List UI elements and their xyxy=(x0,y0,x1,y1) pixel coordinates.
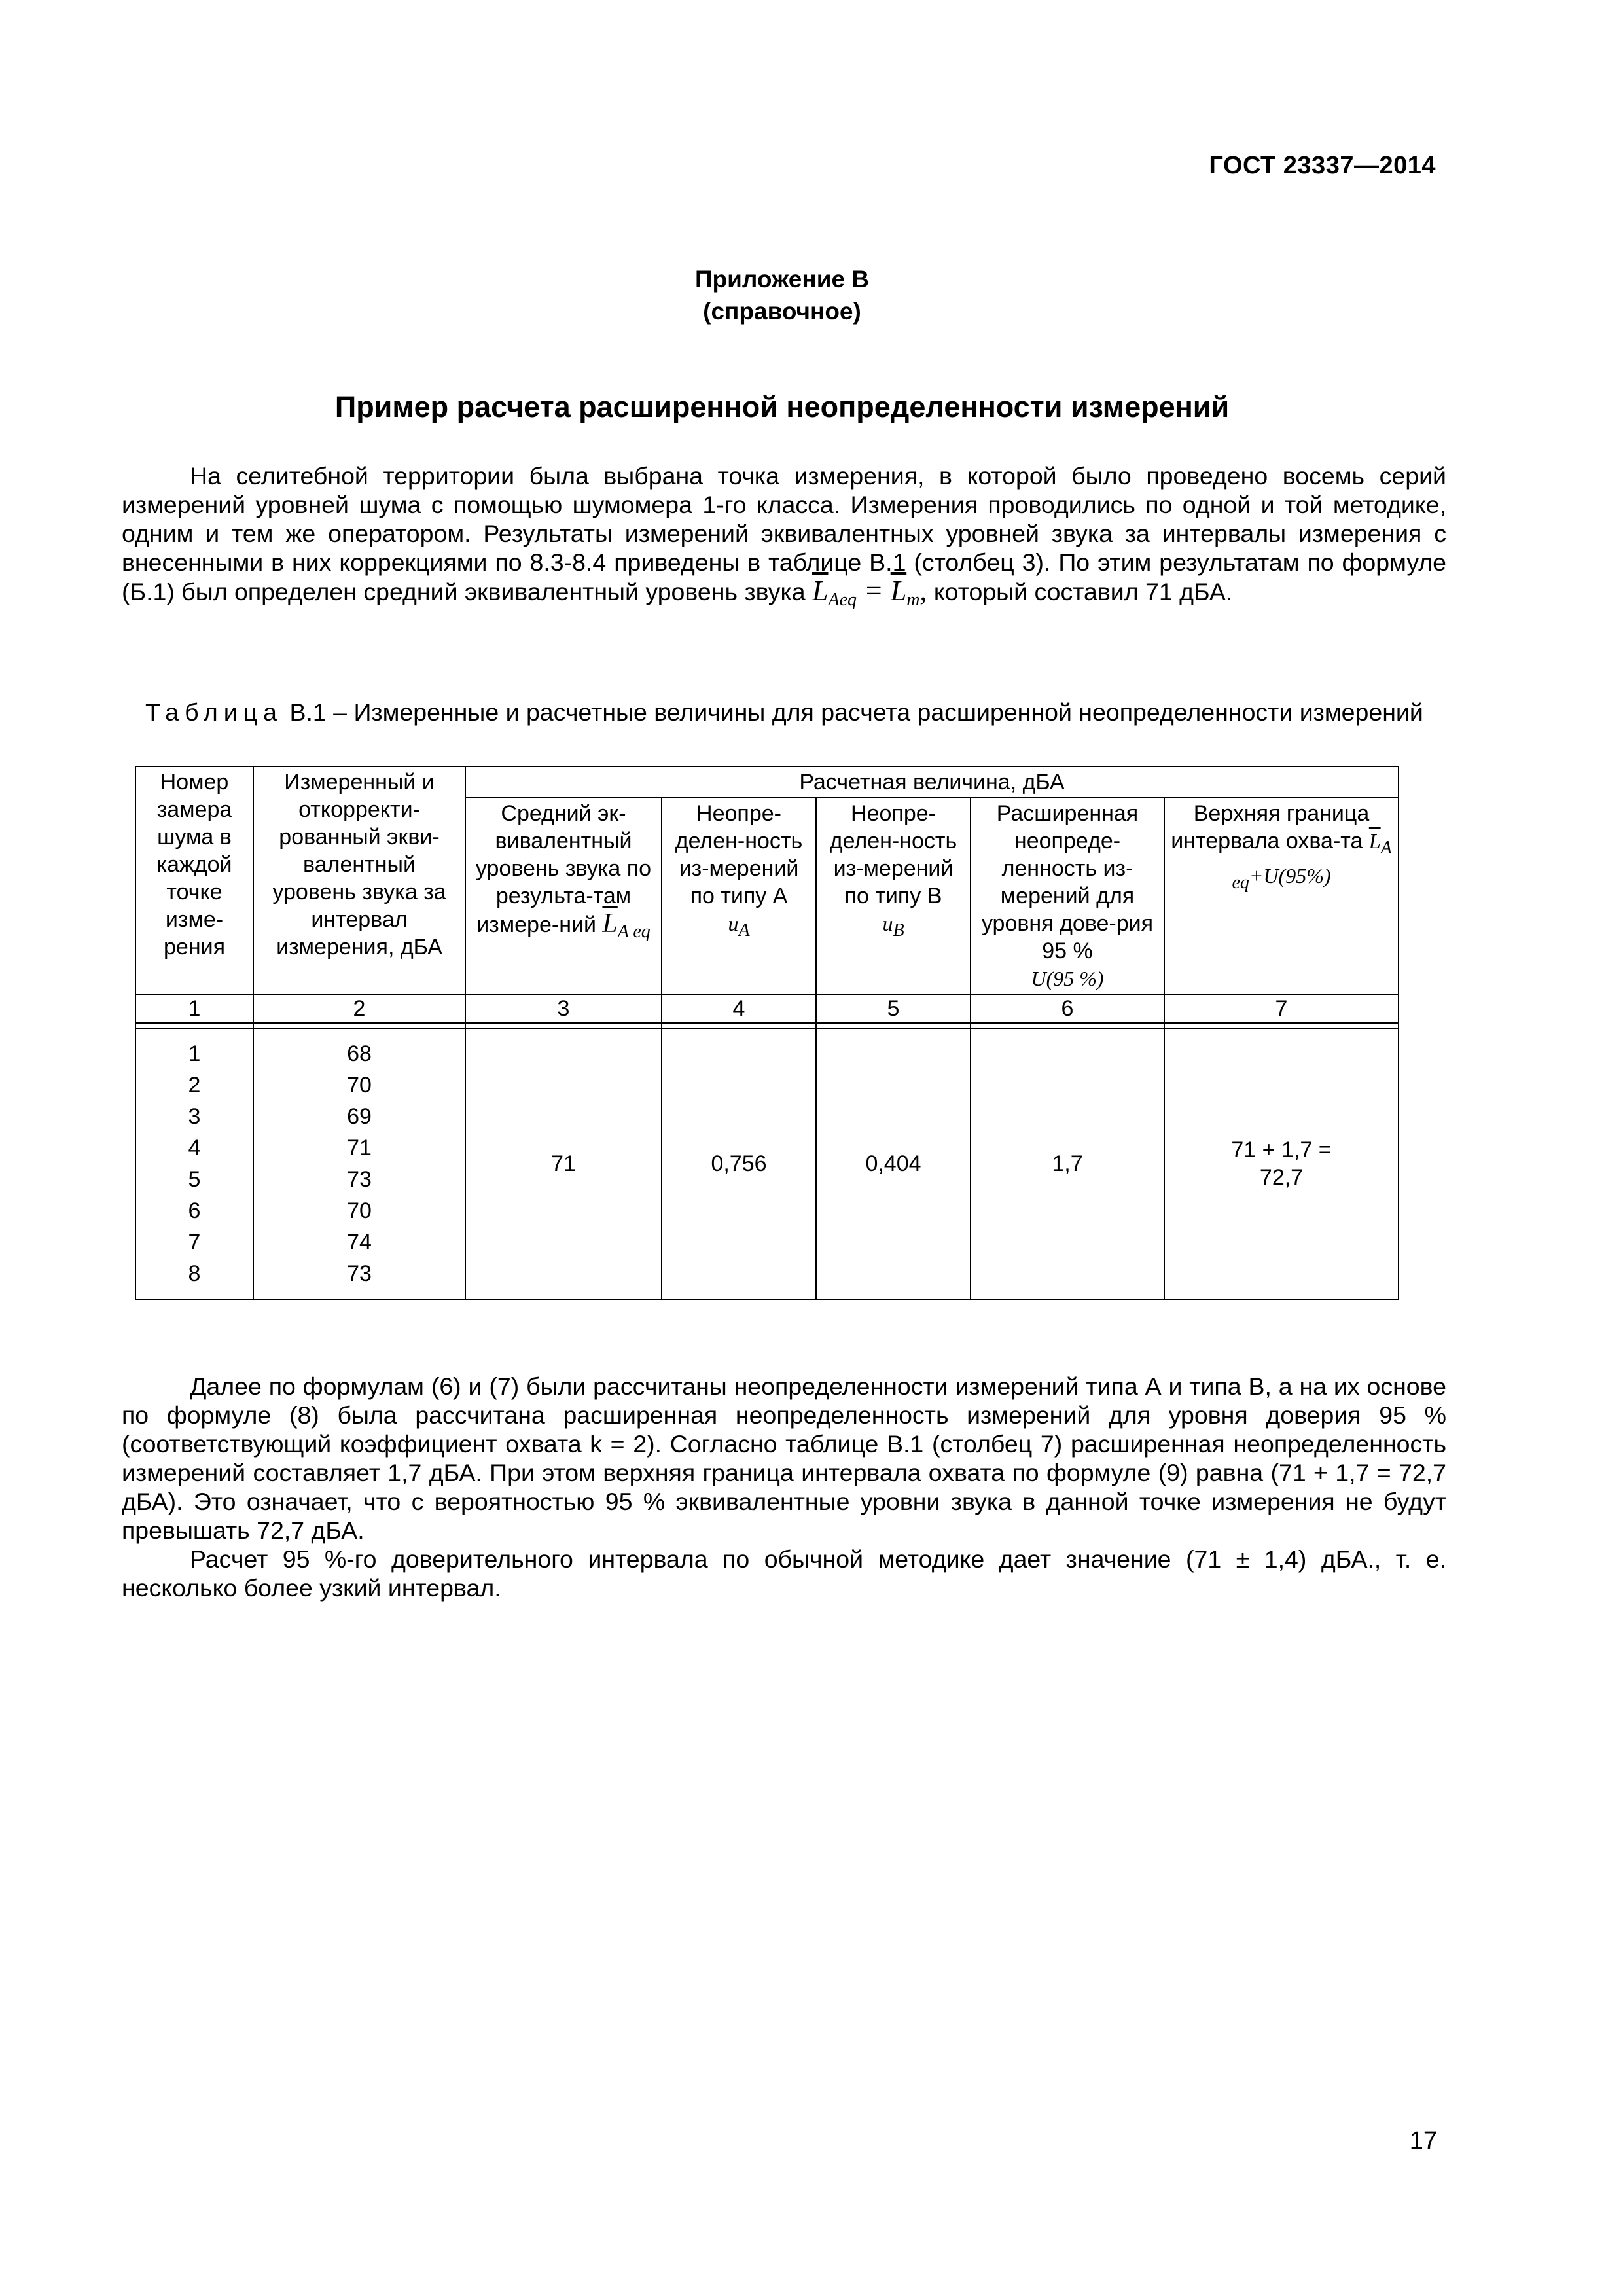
header-mean-level: Средний эк-вивалентный уровень звука по результа-там измере-ний $\overline{L}_{A eq}$ xyxy=(465,798,662,994)
header-measured-level: Измеренный и откорректи-рованный экви-валентный уровень звука за интервал измерения, дБА xyxy=(253,766,465,994)
type-a-symbol: uA xyxy=(728,912,750,941)
table-data-row xyxy=(135,1028,1399,1299)
expanded-symbol: U(95 %) xyxy=(1031,967,1104,990)
table-caption-label: Таблица xyxy=(145,698,283,726)
mean-level-formula: $\overline{L}_{Aeq} = \overline{L}_m$, xyxy=(812,575,927,610)
appendix-heading xyxy=(0,263,1564,327)
measure-number: 2 xyxy=(188,1073,201,1098)
column-number: 5 xyxy=(816,994,971,1023)
type-b-value: 0,404 xyxy=(816,1028,971,1299)
document-code: ГОСТ 23337—2014 xyxy=(1209,152,1436,179)
upper-bound-value: 71 + 1,7 = 72,7 xyxy=(1164,1028,1399,1299)
expanded-uncertainty-value: 1,7 xyxy=(971,1028,1164,1299)
header-type-b: Неопре-делен-ность из-мерений по типу В uB xyxy=(816,798,971,994)
appendix-type: (справочное) xyxy=(703,298,861,325)
measure-number: 7 xyxy=(188,1230,201,1255)
column-number: 3 xyxy=(465,994,662,1023)
intro-text: На селитебной территории была выбрана точка измерения, в которой было проведено восемь серий измерений уровней шума с помощью шумомера 1-го класса. Измерения проводились по одной и той методике, одним и тем же оператором. Результаты измерений эквивалентных уровней звука за интервалы измерения с внесенными в них коррекциями по 8.3-8.4 приведены в таблице В.1 (столбец 3). По этим результатам по формуле (Б.1) был определен средний эквивалентный уровень звука xyxy=(122,462,1446,605)
page-number: 17 xyxy=(1409,2127,1437,2155)
measured-value: 73 xyxy=(347,1167,372,1192)
mean-level-value: 71 xyxy=(465,1028,662,1299)
measured-value: 70 xyxy=(347,1198,372,1223)
column-number: 6 xyxy=(971,994,1164,1023)
measurement-table xyxy=(135,766,1399,1300)
header-calculated-group: Расчетная величина, дБА xyxy=(465,766,1399,798)
intro-tail: который составил 71 дБА. xyxy=(933,578,1233,605)
header-expanded-uncertainty: Расширенная неопреде-ленность из-мерений для уровня дове-рия 95 % U(95 %) xyxy=(971,798,1164,994)
measure-number-list xyxy=(135,1028,253,1299)
column-number-row xyxy=(135,994,1399,1023)
upper-bound-symbol: $\overline{L}A$ eq+U(95%) xyxy=(1232,829,1392,893)
table-header-row-1 xyxy=(135,766,1399,798)
header-type-a: Неопре-делен-ность из-мерений по типу А uA xyxy=(662,798,816,994)
type-a-value: 0,756 xyxy=(662,1028,816,1299)
measure-number: 5 xyxy=(188,1167,201,1192)
column-number: 1 xyxy=(135,994,253,1023)
column-number: 4 xyxy=(662,994,816,1023)
intro-paragraph xyxy=(122,461,1446,615)
conclusion-block xyxy=(122,1372,1446,1602)
mean-level-symbol: $\overline{L}_{A eq}$ xyxy=(602,908,651,942)
measure-number: 3 xyxy=(188,1104,201,1129)
measure-number: 1 xyxy=(188,1041,201,1066)
measured-value: 74 xyxy=(347,1230,372,1255)
table-caption-text: В.1 – Измеренные и расчетные величины для расчета расширенной неопределенности измерений xyxy=(289,698,1423,726)
conclusion-paragraph-2: Расчет 95 %-го доверительного интервала по обычной методике дает значение (71 ± 1,4) дБА., т. е. несколько более узкий интервал. xyxy=(122,1545,1446,1602)
table-gap-row xyxy=(135,1023,1399,1028)
header-upper-bound: Верхняя граница интервала охва-та $\overline{L}A$ eq+U(95%) xyxy=(1164,798,1399,994)
header-measure-number: Номер замера шума в каждой точке изме-рения xyxy=(135,766,253,994)
measured-value: 69 xyxy=(347,1104,372,1129)
table-caption xyxy=(145,699,1428,726)
measure-number: 6 xyxy=(188,1198,201,1223)
conclusion-paragraph-1: Далее по формулам (6) и (7) были рассчитаны неопределенности измерений типа А и типа В, а на их основе по формуле (8) была рассчитана расширенная неопределенность измерений для уровня доверия 95 % (соответствующий коэффициент охвата k = 2). Согласно таблице В.1 (столбец 7) расширенная неопределенность измерений составляет 1,7 дБА. При этом верхняя граница интервала охвата по формуле (9) равна (71 + 1,7 = 72,7 дБА). Это означает, что с вероятностью 95 % эквивалентные уровни звука в данной точке измерения не будут превышать 72,7 дБА. xyxy=(122,1372,1446,1544)
type-b-symbol: uB xyxy=(882,912,904,941)
measure-number: 8 xyxy=(188,1261,201,1286)
measured-value: 71 xyxy=(347,1136,372,1160)
column-number: 2 xyxy=(253,994,465,1023)
measure-number: 4 xyxy=(188,1136,201,1160)
column-number: 7 xyxy=(1164,994,1399,1023)
measured-value: 68 xyxy=(347,1041,372,1066)
measured-value: 73 xyxy=(347,1261,372,1286)
measured-value-list xyxy=(253,1028,465,1299)
page-title: Пример расчета расширенной неопределенности измерений xyxy=(334,390,1230,423)
appendix-label: Приложение В xyxy=(694,266,870,293)
measured-value: 70 xyxy=(347,1073,372,1098)
